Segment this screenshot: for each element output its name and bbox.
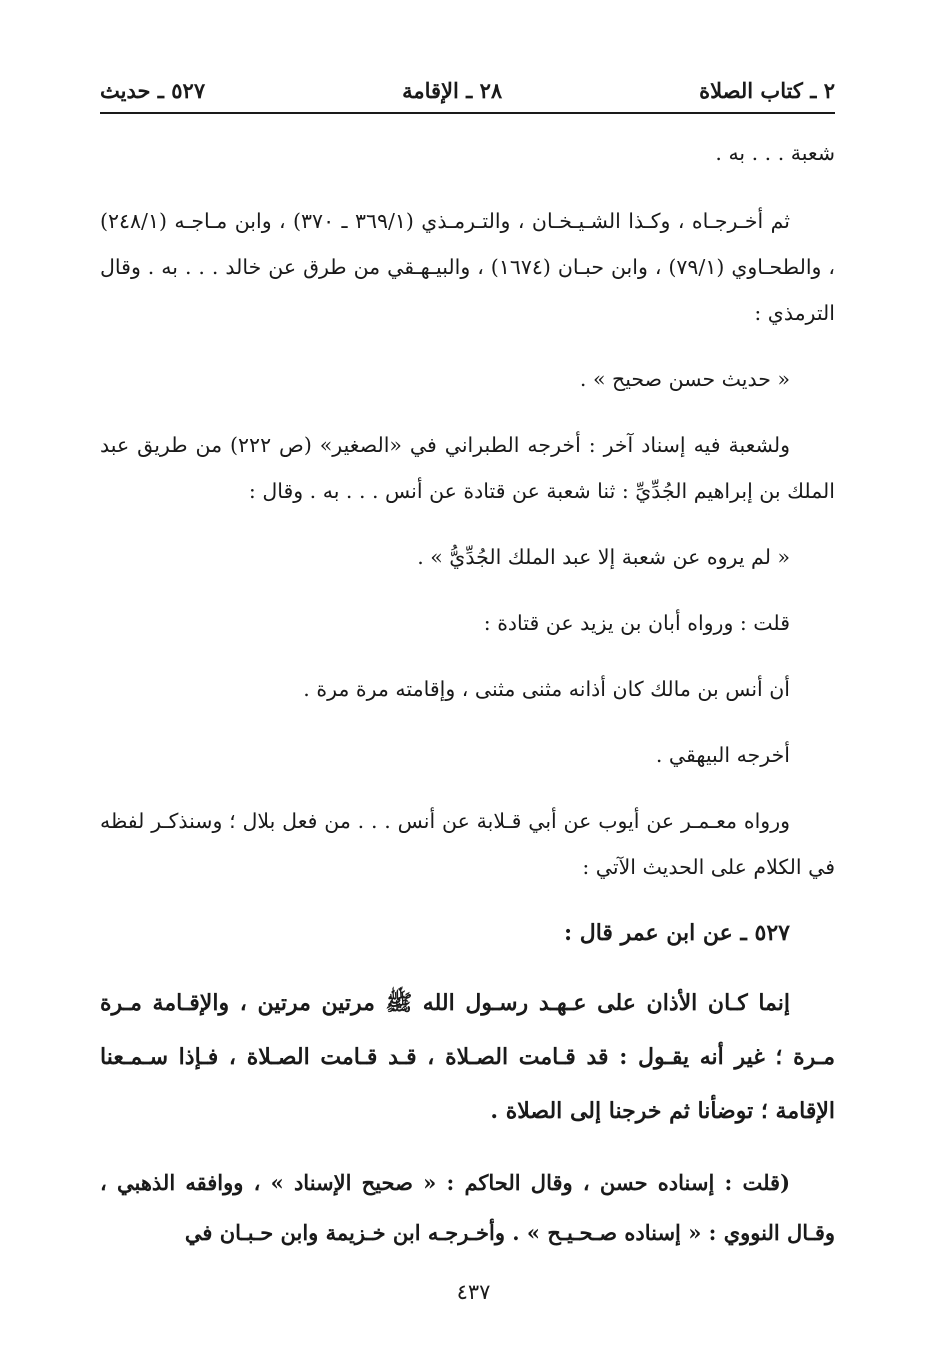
paragraph-aban-narration: قلت : ورواه أبان بن يزيد عن قتادة : — [483, 611, 790, 635]
header-divider — [100, 112, 835, 114]
hadith-commentary: (قلت : إسناده حسن ، وقال الحاكم : « صحيح الإسناد » ، ووافقه الذهبي ، وقـال النووي : « إسناده صـحـيـح » . وأخـرجـه ابن خـزيمة وابن حـبـان في — [100, 1170, 835, 1245]
paragraph-tirmidhi-verdict: « حديث حسن صحيح » . — [579, 367, 790, 391]
header-chapter: ٢ ـ كتاب الصلاة — [699, 77, 835, 103]
running-header — [100, 70, 835, 110]
paragraph-takhrij: ثم أخـرجـاه ، وكـذا الشـيـخـان ، والتـرمـذي (٣٦٩/١ ـ ٣٧٠) ، وابن مـاجـه (٢٤٨/١) ، والطحـاوي (٧٩/١) ، وابن حبـان (١٦٧٤) ، والبيـهـقي من طرق عن خالد . . . به . وقال الترمذي : — [100, 209, 835, 325]
header-hadith-number: ٥٢٧ ـ حديث — [100, 77, 206, 103]
header-section: ٢٨ ـ الإقامة — [402, 77, 503, 103]
hadith-heading: ٥٢٧ ـ عن ابن عمر قال : — [563, 920, 790, 946]
paragraph-continuation: شعبة . . . به . — [715, 141, 835, 165]
hadith-text: إنما كـان الأذان على عـهـد رسـول الله ﷺ مرتين مرتين ، والإقـامة مـرة مـرة ؛ غير أنه يقـول : قد قـامت الصـلاة ، قـد قـامت الصـلاة ، فـإذا سـمـعنا الإقامة ؛ توضأنا ثم خرجنا إلى الصلاة . — [100, 990, 835, 1124]
page-body — [100, 130, 835, 1278]
paragraph-bayhaqi: أخرجه البيهقي . — [655, 743, 790, 767]
paragraph-mamar-narration: ورواه معـمـر عن أيوب عن أبي قـلابة عن أنس . . . من فعل بلال ؛ وسنذكـر لفظه في الكلام على الحديث الآتي : — [100, 809, 835, 879]
paragraph-another-isnad: ولشعبة فيه إسناد آخر : أخرجه الطبراني في «الصغير» (ص ٢٢٢) من طريق عبد الملك بن إبراهيم الجُدِّيِّ : ثنا شعبة عن قتادة عن أنس . . . به . وقال : — [100, 433, 835, 503]
paragraph-anas-text: أن أنس بن مالك كان أذانه مثنى مثنى ، وإقامته مرة مرة . — [303, 677, 790, 701]
paragraph-tabarani-quote: « لم يروه عن شعبة إلا عبد الملك الجُدِّيُّ » . — [417, 545, 790, 569]
page-number: ٤٣٧ — [456, 1280, 491, 1304]
